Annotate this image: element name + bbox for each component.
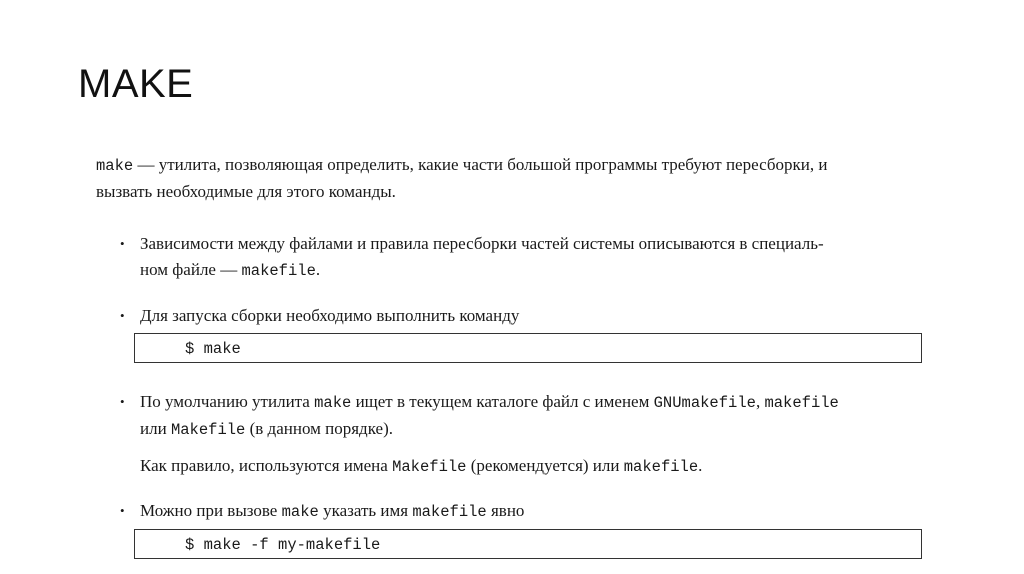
- bullet3-p2-a: Как правило, используются имена: [140, 456, 393, 475]
- bullet3-code-make: make: [314, 394, 352, 412]
- bullet4-text-c: явно: [486, 501, 525, 520]
- bullet3-p1-a: По умолчанию утилита: [140, 392, 315, 411]
- bullet3-code-makefile: makefile: [764, 394, 839, 412]
- bullet1-line1: Зависимости между файлами и правила пересборки частей системы описываются в специаль-: [140, 234, 824, 253]
- command-text: $ make -f my-makefile: [185, 536, 381, 554]
- bullet3-p2-code-makefile: makefile: [623, 458, 699, 476]
- bullet3-p2-code-makefile-cap: Makefile: [392, 458, 467, 476]
- bullet3-code-makefile-cap: Makefile: [170, 421, 246, 439]
- bullet-dot-icon: •: [120, 503, 125, 518]
- bullet3-p1-d: или: [140, 419, 171, 438]
- bullet-dot-icon: •: [120, 236, 125, 251]
- bullet3-code-gnumakefile: GNUmakefile: [653, 394, 756, 412]
- intro-text-line2: вызвать необходимые для этого команды.: [96, 182, 396, 201]
- bullet-dot-icon: •: [120, 394, 125, 409]
- command-box: [134, 529, 922, 559]
- bullet3-p2-c: .: [698, 456, 703, 475]
- bullet-item-run-build: [96, 303, 936, 363]
- bullet4-text-b: указать имя: [318, 501, 413, 520]
- bullet3-p1-e: (в данном порядке).: [245, 419, 393, 438]
- bullet1-line2-after: .: [315, 260, 321, 279]
- intro-term: make: [96, 157, 134, 175]
- bullet1-code-makefile: makefile: [241, 262, 316, 280]
- bullet3-subparagraph: [140, 453, 936, 480]
- bullet-item-default-files: [96, 389, 936, 480]
- bullet3-p1-c: ,: [755, 392, 765, 411]
- command-box: [134, 333, 922, 363]
- bullet4-code-make: make: [281, 503, 319, 521]
- bullet-dot-icon: •: [120, 308, 125, 323]
- slide-title: MAKE: [78, 62, 194, 106]
- bullet1-line2-before: ном файле —: [140, 260, 242, 279]
- command-text: $ make: [185, 340, 241, 358]
- bullet3-p2-b: (рекомендуется) или: [466, 456, 624, 475]
- bullet2-text: Для запуска сборки необходимо выполнить команду: [140, 306, 520, 325]
- bullet-item-explicit-makefile: [96, 498, 936, 559]
- bullet3-p1-b: ищет в текущем каталоге файл с именем: [351, 392, 654, 411]
- intro-text-line1: — утилита, позволяющая определить, какие части большой программы требуют пересборки, и: [133, 155, 828, 174]
- slide-content: [96, 152, 936, 559]
- bullet-item-dependencies: [96, 231, 936, 284]
- bullet4-text-a: Можно при вызове: [140, 501, 282, 520]
- bullet4-code-makefile: makefile: [412, 503, 487, 521]
- intro-paragraph: [96, 152, 936, 205]
